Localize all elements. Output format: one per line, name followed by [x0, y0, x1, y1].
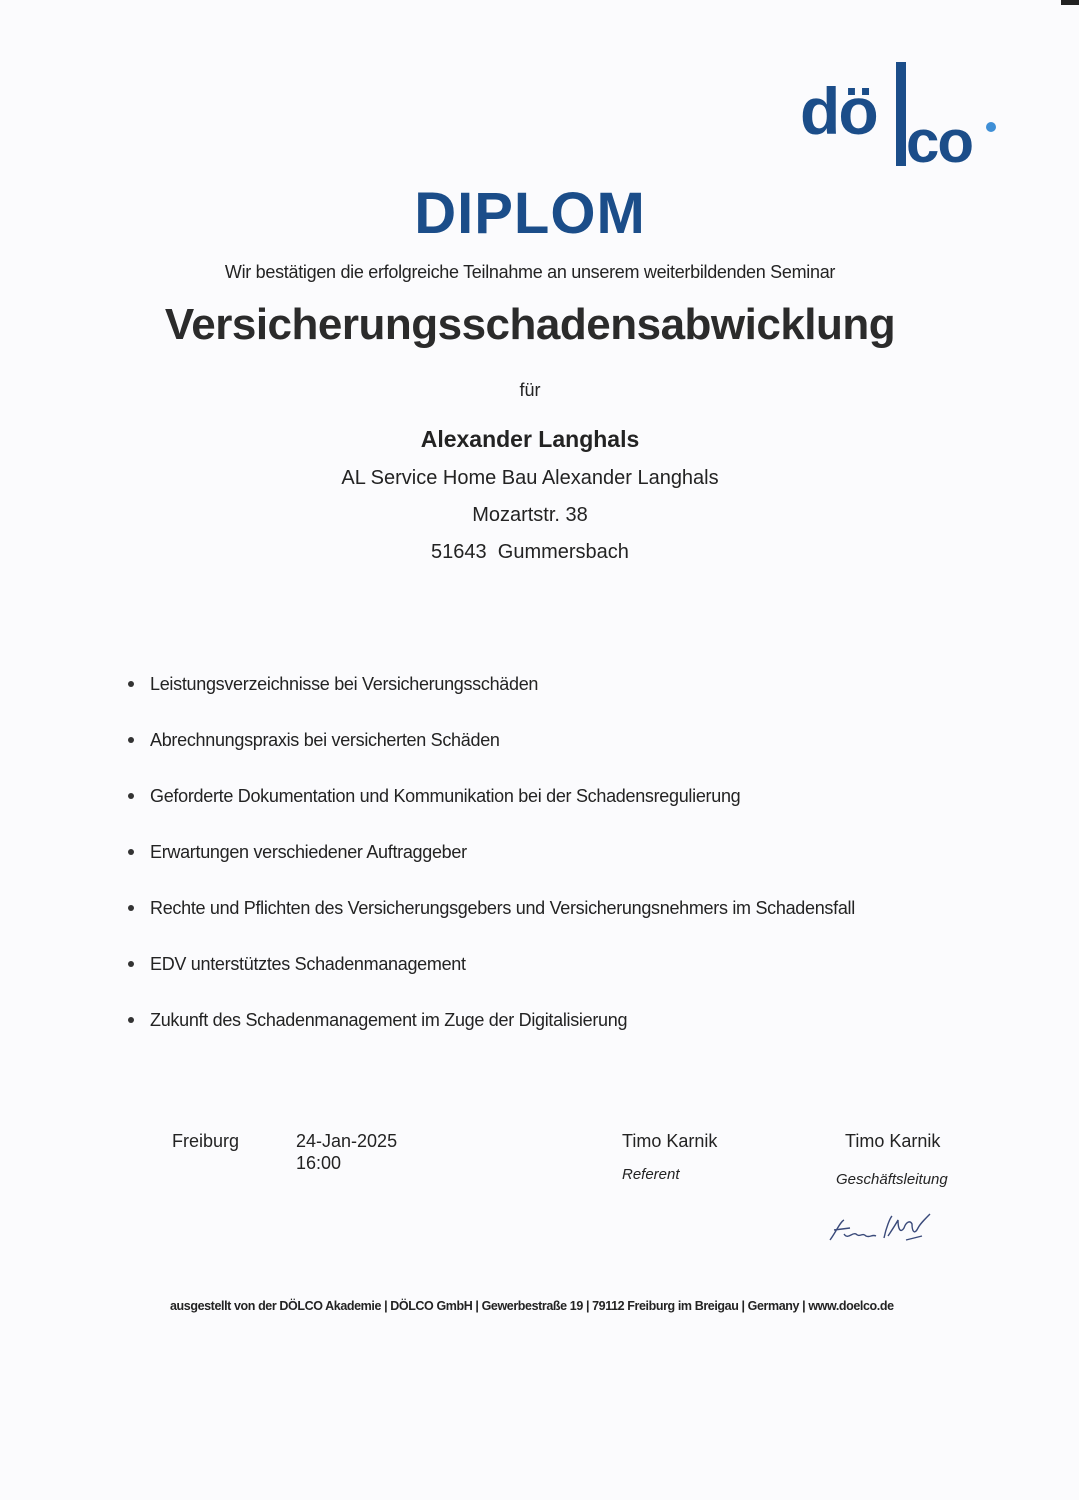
topic-text: Erwartungen verschiedener Auftraggeber [150, 842, 467, 862]
registered-mark-icon [986, 122, 996, 132]
recipient-street: Mozartstr. 38 [472, 504, 588, 526]
bullet-icon [128, 905, 134, 911]
topic-text: Zukunft des Schadenmanagement im Zuge der Digitalisierung [150, 1010, 628, 1030]
recipient-name: Alexander Langhals [420, 426, 640, 452]
referent-role: Referent [622, 1166, 680, 1183]
list-item [126, 780, 986, 836]
topic-list [126, 668, 986, 1060]
manager-role: Geschäftsleitung [836, 1171, 948, 1188]
bullet-icon [128, 681, 134, 687]
footer-issuer: ausgestellt von der DÖLCO Akademie | DÖLCO GmbH | Gewerbestraße 19 | 79112 Freiburg im Breigau | Germany | www.doelco.de [170, 1299, 894, 1313]
recipient-company: AL Service Home Bau Alexander Langhals [341, 467, 719, 489]
handwritten-signature [826, 1210, 936, 1250]
bullet-icon [128, 849, 134, 855]
recipient-city: 51643 Gummersbach [431, 541, 629, 563]
topic-text: Leistungsverzeichnisse bei Versicherungsschäden [150, 674, 539, 694]
doelco-logo [800, 58, 1000, 175]
place: Freiburg [172, 1131, 240, 1151]
list-item [126, 668, 986, 724]
scan-edge-mark [1061, 0, 1079, 5]
intro-text: Wir bestätigen die erfolgreiche Teilnahme an unserem weiterbildenden Seminar [224, 262, 836, 282]
manager-name: Timo Karnik [845, 1131, 941, 1151]
bullet-icon [128, 737, 134, 743]
logo-bar-l [896, 62, 906, 166]
list-item [126, 836, 986, 892]
logo-text-doe: dö [800, 74, 877, 148]
logo-text-co: co [906, 108, 973, 175]
bullet-icon [128, 961, 134, 967]
for-label: für [519, 380, 541, 400]
referent-name: Timo Karnik [622, 1131, 718, 1151]
bullet-icon [128, 793, 134, 799]
date: 24-Jan-2025 [296, 1131, 398, 1151]
list-item [126, 892, 986, 948]
topic-text: EDV unterstütztes Schadenmanagement [150, 954, 466, 974]
topic-text: Abrechnungspraxis bei versicherten Schäden [150, 730, 500, 750]
list-item [126, 1004, 986, 1060]
time: 16:00 [296, 1153, 342, 1173]
topic-text: Geforderte Dokumentation und Kommunikation bei der Schadensregulierung [150, 786, 741, 806]
bullet-icon [128, 1017, 134, 1023]
list-item [126, 724, 986, 780]
diploma-title: DIPLOM [414, 181, 646, 246]
list-item [126, 948, 986, 1004]
topic-text: Rechte und Pflichten des Versicherungsgebers und Versicherungsnehmers im Schadensfall [150, 898, 855, 918]
seminar-title: Versicherungsschadensabwicklung [164, 300, 896, 349]
